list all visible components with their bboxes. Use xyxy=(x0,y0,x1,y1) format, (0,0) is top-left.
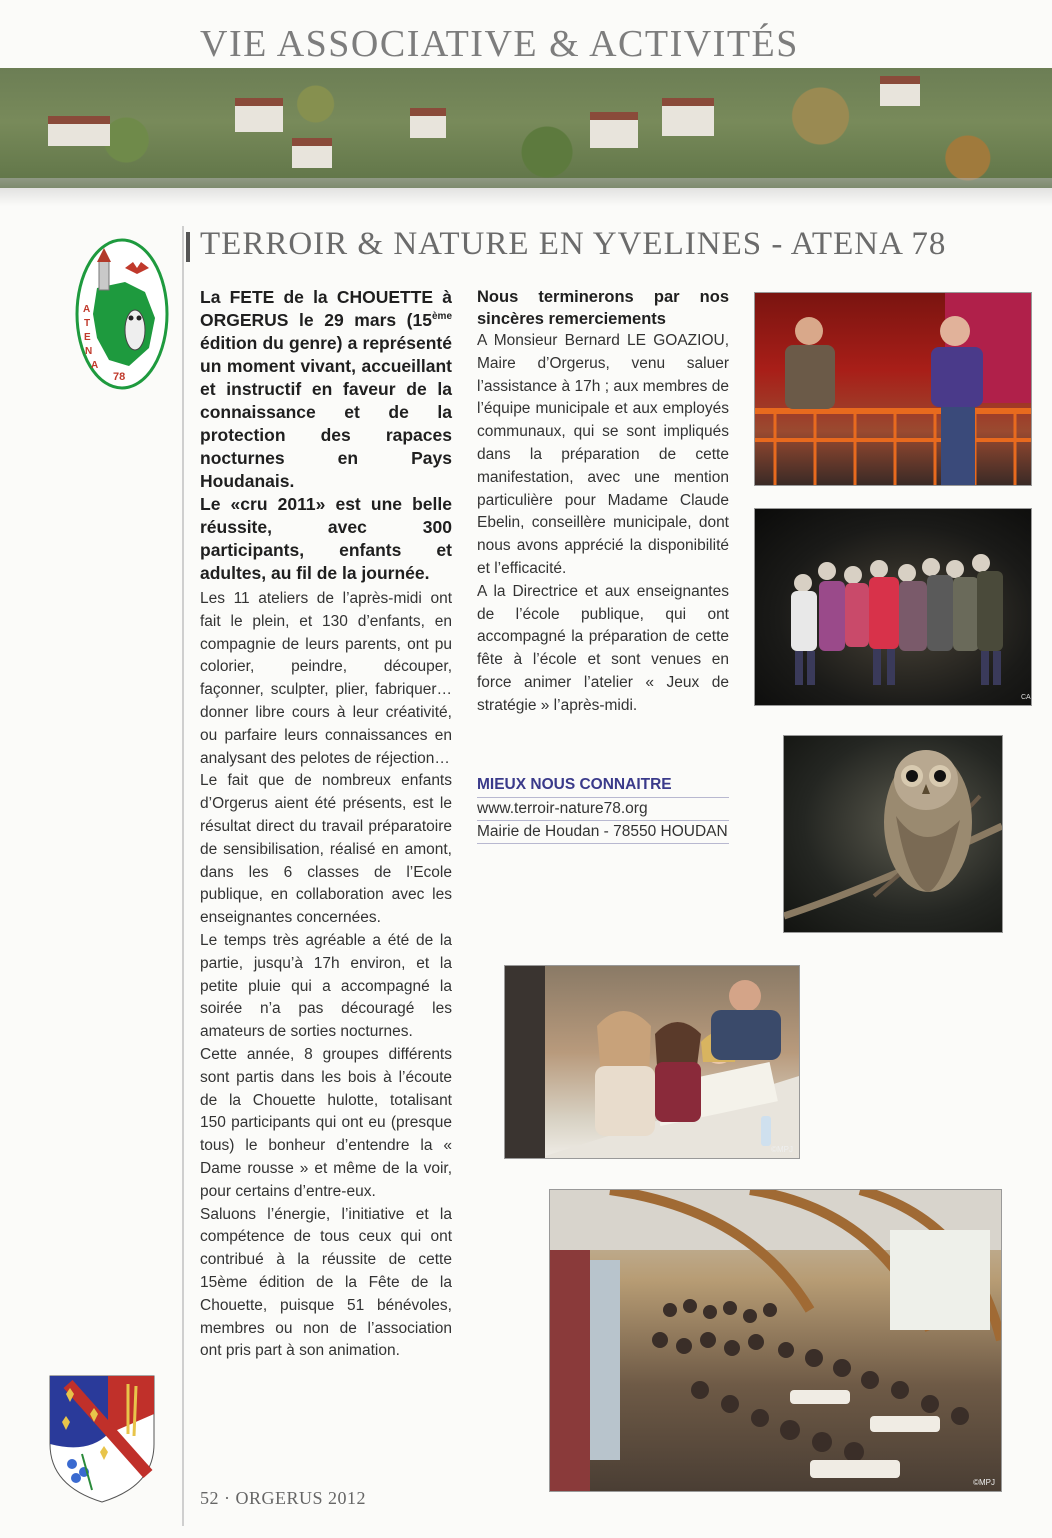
svg-text:T: T xyxy=(84,318,91,329)
banner-shadow xyxy=(0,178,1052,206)
contact-address: Mairie de Houdan - 78550 HOUDAN xyxy=(477,821,729,844)
body-paragraph: Cette année, 8 groupes différents sont partis dans les bois à l’écoute de la Chouette hulotte, totalisant 150 participants qui ont eu (presque tous) le bonheur d’entendre la « Dame rousse » et même de la voir, pour certains d’entre-eux. xyxy=(200,1045,452,1200)
atena-logo-number: 78 xyxy=(113,371,126,383)
orgerus-coat-of-arms xyxy=(48,1374,156,1504)
photo-credit: ©MPJ xyxy=(973,1478,995,1487)
mayor-speech-photo xyxy=(754,292,1032,486)
children-workshop-photo xyxy=(504,965,800,1159)
column-divider xyxy=(182,226,184,1526)
thanks-column xyxy=(477,286,729,718)
atena-logo xyxy=(75,238,169,390)
lead-superscript: ème xyxy=(431,311,452,323)
contact-box xyxy=(477,774,729,844)
body-paragraph: Les 11 ateliers de l’après-midi ont fait le plein, et 130 d’enfants, en compagnie de leurs parents, ont pu colorier, peindre, découper, façonner, sculpter, plier, fabriquer… donner libre cours à leur créativité, ou parfaire leurs connaissances en analysant des pelotes de réjection… xyxy=(200,590,452,767)
lead-paragraph-1 xyxy=(200,286,452,493)
aerial-banner-photo xyxy=(0,68,1052,188)
page-footer: 52 · ORGERUS 2012 xyxy=(200,1488,367,1508)
body-paragraph: Le fait que de nombreux enfants d’Orgerus aient été présents, est le résultat direct du travail préparatoire de sensibilisation, réalisé en amont, dans les 6 classes de l’Ecole publique, en collaboration avec les enseignantes concernées. xyxy=(200,772,452,927)
svg-text:N: N xyxy=(85,346,93,357)
body-paragraph: Saluons l’énergie, l’initiative et la compétence de tous ceux qui ont contribué à la réussite de cette 15ème édition de la Fête de la Chouette, puisque 51 bénévoles, membres ou non de l’association ont pris part à son animation. xyxy=(200,1205,452,1360)
title-marker xyxy=(186,232,190,262)
article-title: TERROIR & NATURE EN YVELINES - ATENA 78 xyxy=(200,226,947,262)
svg-text:A: A xyxy=(91,360,99,371)
contact-heading: MIEUX NOUS CONNAITRE xyxy=(477,774,729,798)
article-lead xyxy=(200,286,452,585)
lead-part-a: La FETE de la CHOUETTE à ORGERUS le 29 mars (15 xyxy=(200,287,452,330)
article-body xyxy=(200,588,452,1363)
svg-text:A: A xyxy=(83,304,91,315)
thanks-heading: Nous terminerons par nos sincères remerciements xyxy=(477,288,729,328)
thanks-paragraph: A la Directrice et aux enseignantes de l’école publique, qui ont accompagné la préparation de cette fête à l’école et sont venues en force animer l’atelier « Jeux de stratégie » l’après-midi. xyxy=(477,582,729,714)
thanks-paragraph: A Monsieur Bernard LE GOAZIOU, Maire d’Orgerus, venu saluer l’assistance à 17h ; aux membres de l’équipe municipale et aux employés communaux, qui se sont impliqués dans la préparation de cette manifestation, avec une mention particulière pour Madame Claude Ebelin, conseillère municipale, dont nous avons apprécié la disponibilité et l’efficacité. xyxy=(477,332,729,577)
tawny-owl-photo xyxy=(783,735,1003,933)
lead-part-b: édition du genre) a représenté un moment vivant, accueillant et instructif en faveur de la connaissance et de la protection des rapaces nocturnes en Pays Houdanais. xyxy=(200,333,452,491)
photo-credit: ©MPJ xyxy=(771,1145,793,1154)
photo-credit: CA xyxy=(1021,694,1031,701)
night-outing-group-photo xyxy=(754,508,1032,706)
svg-text:E: E xyxy=(84,332,91,343)
section-title: VIE ASSOCIATIVE & ACTIVITÉS xyxy=(200,23,799,65)
lead-paragraph-2: Le «cru 2011» est une belle réussite, avec 300 participants, enfants et adultes, au fil de la journée. xyxy=(200,494,452,583)
festival-hall-photo xyxy=(549,1189,1002,1492)
contact-website-link[interactable]: www.terroir-nature78.org xyxy=(477,798,729,821)
body-paragraph: Le temps très agréable a été de la partie, jusqu’à 17h environ, et la petite pluie qui a accompagné la soirée n’a pas découragé les amateurs de sorties nocturnes. xyxy=(200,931,452,1041)
